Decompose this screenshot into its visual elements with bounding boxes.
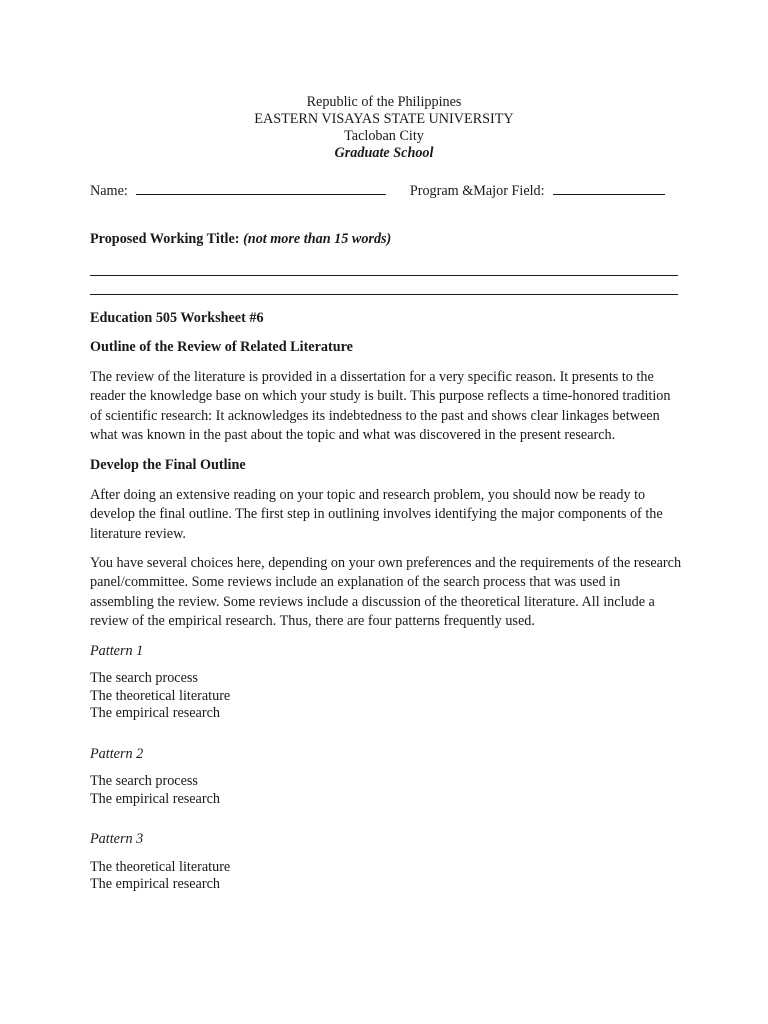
section-heading-outline: Outline of the Review of Related Literature [90, 339, 353, 356]
header-school: Graduate School [334, 145, 434, 161]
working-title-row [90, 231, 391, 248]
pattern-list [90, 670, 682, 723]
header-university: EASTERN VISAYAS STATE UNIVERSITY [254, 111, 514, 127]
worksheet-heading: Education 505 Worksheet #6 [90, 310, 264, 326]
paragraph-review-purpose: The review of the literature is provided in a dissertation for a very specific reason. It presents to the reader the knowledge base on which your study is built. This purpose reflects a time-honored tradition of scientific research: It acknowledges its indebtedness to the past and shows clear linkages between what was known in the past about the topic and what was discovered in the present research. [90, 368, 671, 444]
list-item: The theoretical literature [90, 687, 231, 704]
paragraph-choices: You have several choices here, depending on your own preferences and the requirements of the research panel/committee. Some reviews include an explanation of the search process that was used in assembling the review. Some reviews include a discussion of the theoretical literature. All include a review of the empirical research. Thus, there are four patterns frequently used. [90, 555, 682, 630]
list-item: The empirical research [90, 790, 220, 807]
list-item: The search process [90, 773, 198, 790]
working-title-label: Proposed Working Title: [90, 231, 240, 247]
worksheet-content [90, 309, 682, 894]
document-header [0, 94, 768, 162]
name-label: Name: [90, 183, 128, 199]
program-blank-line[interactable] [553, 193, 665, 195]
header-country: Republic of the Philippines [306, 94, 462, 110]
working-title-note: (not more than 15 words) [243, 231, 392, 247]
name-program-row [90, 183, 680, 200]
header-city: Tacloban City [344, 128, 424, 144]
pattern-label: Pattern 3 [90, 831, 144, 848]
list-item: The search process [90, 670, 198, 687]
list-item: The empirical research [90, 876, 220, 893]
section-heading-final-outline: Develop the Final Outline [90, 457, 246, 474]
pattern-list [90, 859, 682, 894]
pattern-label: Pattern 1 [90, 642, 144, 659]
title-blank-line-2[interactable] [90, 294, 678, 295]
pattern-list [90, 773, 682, 808]
paragraph-develop-outline: After doing an extensive reading on your topic and research problem, you should now be ready to develop the final outline. The first step in outlining involves identifying the major components of the literature review. [90, 486, 663, 542]
list-item: The theoretical literature [90, 858, 231, 875]
pattern-label: Pattern 2 [90, 745, 144, 762]
program-label: Program &Major Field: [409, 183, 545, 199]
name-blank-line[interactable] [136, 193, 386, 195]
list-item: The empirical research [90, 705, 220, 722]
title-blank-line-1[interactable] [90, 275, 678, 276]
